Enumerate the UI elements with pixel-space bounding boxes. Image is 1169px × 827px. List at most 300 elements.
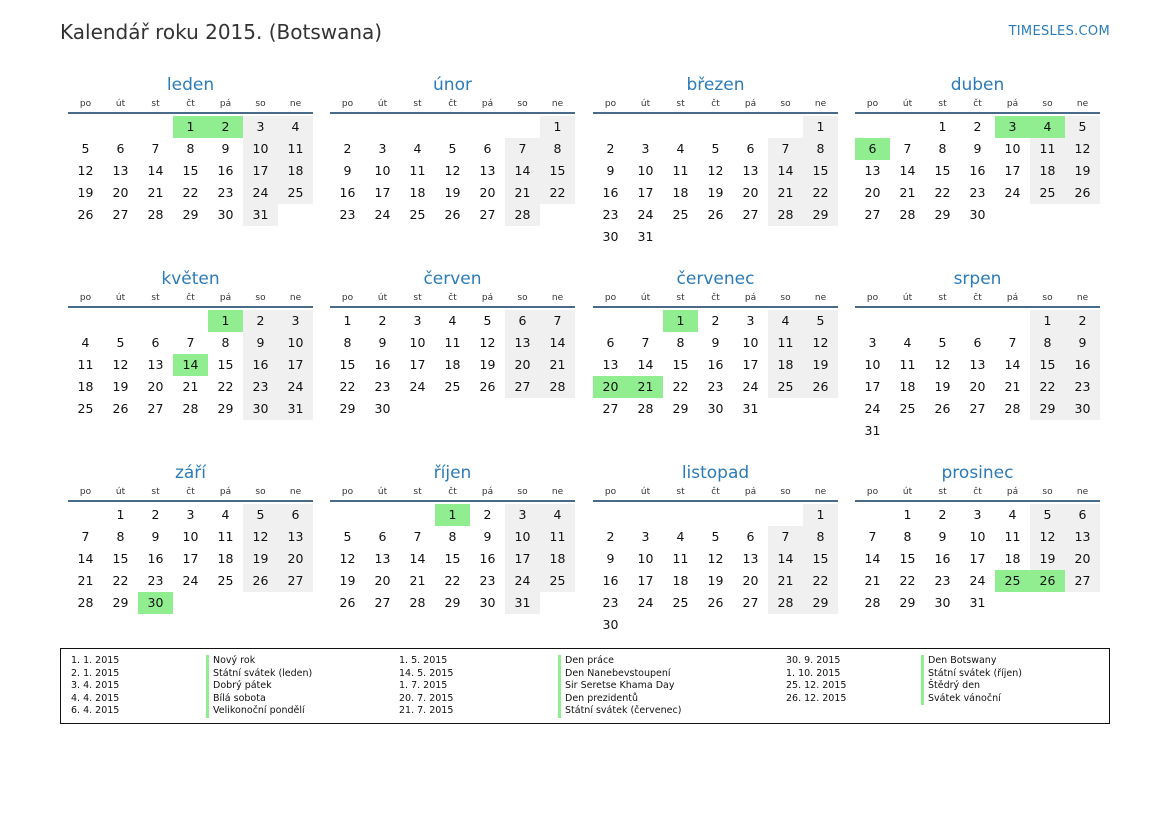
day-cell: 4 bbox=[448, 313, 457, 328]
holiday-dates-column bbox=[71, 655, 119, 718]
day-cell: 13 bbox=[1065, 526, 1100, 548]
day-cell: 22 bbox=[934, 185, 951, 200]
weekday-header: pá bbox=[744, 293, 757, 303]
holiday-name: Štědrý den bbox=[921, 680, 1022, 693]
weekday-header: čt bbox=[186, 293, 195, 303]
weekday-header: po bbox=[341, 99, 354, 109]
day-cell: 16 bbox=[602, 185, 619, 200]
day-cell: 8 bbox=[343, 335, 352, 350]
weekday-header: út bbox=[902, 293, 913, 303]
day-cell: 23 bbox=[479, 573, 496, 588]
day-cell: 16 bbox=[374, 357, 391, 372]
day-cell: 26 bbox=[77, 207, 94, 222]
weekday-header: st bbox=[938, 99, 947, 109]
day-cell: 2 bbox=[606, 529, 615, 544]
day-cell: 8 bbox=[448, 529, 457, 544]
weekday-header: po bbox=[866, 99, 879, 109]
day-cell: 3 bbox=[973, 507, 982, 522]
header-rule bbox=[330, 112, 575, 114]
day-cell: 16 bbox=[147, 551, 164, 566]
holiday-day-cell: 4 bbox=[1030, 116, 1065, 138]
day-cell: 30 bbox=[707, 401, 724, 416]
day-cell: 30 bbox=[602, 617, 619, 632]
day-cell: 8 bbox=[676, 335, 685, 350]
weekday-header: ne bbox=[1076, 487, 1089, 497]
day-cell: 29 bbox=[217, 401, 234, 416]
day-cell: 23 bbox=[217, 185, 234, 200]
weekday-header: ne bbox=[814, 293, 827, 303]
day-cell: 29 bbox=[803, 204, 838, 226]
weekday-header: so bbox=[1042, 487, 1053, 497]
day-cell: 1 bbox=[938, 119, 947, 134]
day-cell: 13 bbox=[864, 163, 881, 178]
holiday-name: Sir Seretse Khama Day bbox=[558, 680, 681, 693]
day-cell: 21 bbox=[899, 185, 916, 200]
day-cell: 11 bbox=[899, 357, 916, 372]
day-cell: 9 bbox=[221, 141, 230, 156]
month-name: prosinec bbox=[941, 463, 1014, 483]
day-cell: 9 bbox=[938, 529, 947, 544]
day-cell: 27 bbox=[374, 595, 391, 610]
day-cell: 26 bbox=[707, 207, 724, 222]
weekday-header: út bbox=[902, 99, 913, 109]
day-cell: 1 bbox=[803, 116, 838, 138]
day-cell: 20 bbox=[742, 185, 759, 200]
day-cell: 18 bbox=[768, 354, 803, 376]
weekday-header: út bbox=[640, 293, 651, 303]
holiday-date: 2. 1. 2015 bbox=[71, 667, 120, 679]
day-cell: 13 bbox=[479, 163, 496, 178]
weekday-header: pá bbox=[1006, 487, 1019, 497]
day-cell: 14 bbox=[409, 551, 426, 566]
holiday-date: 1. 5. 2015 bbox=[399, 655, 448, 666]
holiday-day-cell: 25 bbox=[995, 570, 1030, 592]
day-cell: 17 bbox=[742, 357, 759, 372]
day-cell: 17 bbox=[374, 185, 391, 200]
day-cell: 9 bbox=[606, 163, 615, 178]
month-name: leden bbox=[166, 75, 215, 95]
day-cell: 22 bbox=[339, 379, 356, 394]
day-cell: 18 bbox=[409, 185, 426, 200]
day-cell: 25 bbox=[899, 401, 916, 416]
weekday-header: út bbox=[377, 99, 388, 109]
day-cell: 4 bbox=[1008, 507, 1017, 522]
day-cell: 16 bbox=[1065, 354, 1100, 376]
day-cell: 23 bbox=[934, 573, 951, 588]
day-cell: 3 bbox=[278, 310, 313, 332]
day-cell: 21 bbox=[505, 182, 540, 204]
day-cell: 28 bbox=[182, 401, 199, 416]
day-cell: 24 bbox=[182, 573, 199, 588]
day-cell: 15 bbox=[540, 160, 575, 182]
weekday-header: út bbox=[377, 487, 388, 497]
day-cell: 17 bbox=[409, 357, 426, 372]
weekday-header: čt bbox=[711, 99, 720, 109]
day-cell: 7 bbox=[540, 310, 575, 332]
day-cell: 21 bbox=[540, 354, 575, 376]
day-cell: 17 bbox=[182, 551, 199, 566]
day-cell: 7 bbox=[81, 529, 90, 544]
day-cell: 23 bbox=[147, 573, 164, 588]
day-cell: 15 bbox=[112, 551, 129, 566]
day-cell: 19 bbox=[707, 573, 724, 588]
weekday-header: ne bbox=[551, 487, 564, 497]
day-cell: 23 bbox=[969, 185, 986, 200]
day-cell: 5 bbox=[116, 335, 125, 350]
day-cell: 18 bbox=[672, 185, 689, 200]
day-cell: 23 bbox=[339, 207, 356, 222]
day-cell: 6 bbox=[1065, 504, 1100, 526]
day-cell: 7 bbox=[186, 335, 195, 350]
day-cell: 5 bbox=[81, 141, 90, 156]
day-cell: 16 bbox=[243, 354, 278, 376]
day-cell: 11 bbox=[444, 335, 461, 350]
day-cell: 8 bbox=[221, 335, 230, 350]
day-cell: 2 bbox=[343, 141, 352, 156]
day-cell: 20 bbox=[1065, 548, 1100, 570]
day-cell: 18 bbox=[217, 551, 234, 566]
day-cell: 15 bbox=[672, 357, 689, 372]
holiday-date: 1. 1. 2015 bbox=[71, 655, 120, 666]
day-cell: 3 bbox=[868, 335, 877, 350]
day-cell: 9 bbox=[378, 335, 387, 350]
holiday-date: 21. 7. 2015 bbox=[399, 705, 454, 717]
month-name: červen bbox=[423, 269, 482, 289]
day-cell: 5 bbox=[243, 504, 278, 526]
holiday-name: Den Botswany bbox=[921, 655, 1022, 668]
day-cell: 17 bbox=[243, 160, 278, 182]
day-cell: 11 bbox=[540, 526, 575, 548]
weekday-header: po bbox=[604, 293, 617, 303]
day-cell: 14 bbox=[899, 163, 916, 178]
day-cell: 6 bbox=[151, 335, 160, 350]
day-cell: 2 bbox=[151, 507, 160, 522]
day-cell: 14 bbox=[1004, 357, 1021, 372]
day-cell: 18 bbox=[899, 379, 916, 394]
day-cell: 31 bbox=[278, 398, 313, 420]
weekday-header: út bbox=[640, 99, 651, 109]
day-cell: 28 bbox=[899, 207, 916, 222]
day-cell: 22 bbox=[444, 573, 461, 588]
month-name: srpen bbox=[953, 269, 1002, 289]
day-cell: 26 bbox=[243, 570, 278, 592]
weekday-header: po bbox=[79, 99, 92, 109]
day-cell: 29 bbox=[182, 207, 199, 222]
day-cell: 1 bbox=[540, 116, 575, 138]
holiday-day-cell: 20 bbox=[593, 376, 628, 398]
day-cell: 25 bbox=[278, 182, 313, 204]
day-cell: 28 bbox=[637, 401, 654, 416]
day-cell: 19 bbox=[1030, 548, 1065, 570]
day-cell: 31 bbox=[742, 401, 759, 416]
day-cell: 15 bbox=[803, 160, 838, 182]
page-title: Kalendář roku 2015. (Botswana) bbox=[60, 20, 383, 44]
day-cell: 6 bbox=[483, 141, 492, 156]
day-cell: 20 bbox=[505, 354, 540, 376]
holiday-name: Státní svátek (leden) bbox=[206, 668, 312, 681]
day-cell: 8 bbox=[803, 526, 838, 548]
day-cell: 8 bbox=[186, 141, 195, 156]
day-cell: 4 bbox=[903, 335, 912, 350]
day-cell: 3 bbox=[505, 504, 540, 526]
day-cell: 18 bbox=[1030, 160, 1065, 182]
day-cell: 9 bbox=[973, 141, 982, 156]
day-cell: 16 bbox=[217, 163, 234, 178]
day-cell: 11 bbox=[1030, 138, 1065, 160]
weekday-header: so bbox=[780, 293, 791, 303]
day-cell: 29 bbox=[803, 592, 838, 614]
day-cell: 16 bbox=[969, 163, 986, 178]
weekday-header: čt bbox=[448, 99, 457, 109]
month-name: květen bbox=[161, 269, 220, 289]
day-cell: 3 bbox=[641, 141, 650, 156]
day-cell: 20 bbox=[147, 379, 164, 394]
holiday-date: 30. 9. 2015 bbox=[786, 655, 841, 666]
month-name: říjen bbox=[433, 463, 472, 483]
day-cell: 26 bbox=[934, 401, 951, 416]
day-cell: 12 bbox=[934, 357, 951, 372]
day-cell: 22 bbox=[1030, 376, 1065, 398]
weekday-header: so bbox=[255, 487, 266, 497]
day-cell: 24 bbox=[1004, 185, 1021, 200]
weekday-header: so bbox=[517, 99, 528, 109]
day-cell: 17 bbox=[969, 551, 986, 566]
day-cell: 29 bbox=[672, 401, 689, 416]
day-cell: 31 bbox=[864, 423, 881, 438]
day-cell: 30 bbox=[934, 595, 951, 610]
day-cell: 6 bbox=[378, 529, 387, 544]
day-cell: 19 bbox=[934, 379, 951, 394]
day-cell: 2 bbox=[973, 119, 982, 134]
day-cell: 11 bbox=[77, 357, 94, 372]
day-cell: 29 bbox=[444, 595, 461, 610]
day-cell: 26 bbox=[112, 401, 129, 416]
month-name: březen bbox=[686, 75, 745, 95]
weekday-header: st bbox=[413, 99, 422, 109]
holiday-date: 14. 5. 2015 bbox=[399, 667, 454, 679]
day-cell: 20 bbox=[742, 573, 759, 588]
day-cell: 24 bbox=[969, 573, 986, 588]
holiday-day-cell: 1 bbox=[435, 504, 470, 526]
day-cell: 16 bbox=[339, 185, 356, 200]
day-cell: 26 bbox=[479, 379, 496, 394]
weekday-header: út bbox=[902, 487, 913, 497]
day-cell: 2 bbox=[606, 141, 615, 156]
day-cell: 13 bbox=[742, 163, 759, 178]
day-cell: 10 bbox=[182, 529, 199, 544]
day-cell: 9 bbox=[343, 163, 352, 178]
weekday-header: pá bbox=[481, 487, 494, 497]
day-cell: 23 bbox=[602, 595, 619, 610]
day-cell: 23 bbox=[602, 207, 619, 222]
day-cell: 15 bbox=[339, 357, 356, 372]
header-rule bbox=[68, 112, 313, 114]
weekday-header: út bbox=[640, 487, 651, 497]
day-cell: 30 bbox=[602, 229, 619, 244]
holiday-dates-column bbox=[786, 655, 846, 705]
holiday-name: Bílá sobota bbox=[206, 693, 312, 706]
weekday-header: čt bbox=[448, 487, 457, 497]
day-cell: 11 bbox=[278, 138, 313, 160]
weekday-header: po bbox=[604, 487, 617, 497]
day-cell: 12 bbox=[1030, 526, 1065, 548]
day-cell: 26 bbox=[1065, 182, 1100, 204]
weekday-header: so bbox=[517, 487, 528, 497]
header-rule bbox=[593, 112, 838, 114]
weekday-header: ne bbox=[289, 293, 302, 303]
holiday-name: Svátek vánoční bbox=[921, 693, 1022, 706]
weekday-header: čt bbox=[448, 293, 457, 303]
day-cell: 6 bbox=[606, 335, 615, 350]
weekday-header: pá bbox=[219, 99, 232, 109]
day-cell: 8 bbox=[1030, 332, 1065, 354]
day-cell: 19 bbox=[77, 185, 94, 200]
day-cell: 18 bbox=[672, 573, 689, 588]
day-cell: 4 bbox=[540, 504, 575, 526]
day-cell: 3 bbox=[243, 116, 278, 138]
day-cell: 28 bbox=[505, 204, 540, 226]
day-cell: 12 bbox=[444, 163, 461, 178]
day-cell: 5 bbox=[711, 529, 720, 544]
holiday-date: 25. 12. 2015 bbox=[786, 680, 847, 692]
weekday-header: ne bbox=[1076, 99, 1089, 109]
day-cell: 9 bbox=[243, 332, 278, 354]
day-cell: 7 bbox=[768, 526, 803, 548]
day-cell: 18 bbox=[1004, 551, 1021, 566]
weekday-header: st bbox=[938, 293, 947, 303]
day-cell: 7 bbox=[505, 138, 540, 160]
day-cell: 30 bbox=[1065, 398, 1100, 420]
day-cell: 10 bbox=[969, 529, 986, 544]
day-cell: 29 bbox=[1030, 398, 1065, 420]
day-cell: 24 bbox=[864, 401, 881, 416]
day-cell: 11 bbox=[768, 332, 803, 354]
day-cell: 18 bbox=[278, 160, 313, 182]
weekday-header: po bbox=[604, 99, 617, 109]
day-cell: 31 bbox=[969, 595, 986, 610]
day-cell: 19 bbox=[339, 573, 356, 588]
day-cell: 4 bbox=[278, 116, 313, 138]
weekday-header: ne bbox=[814, 487, 827, 497]
day-cell: 25 bbox=[768, 376, 803, 398]
day-cell: 10 bbox=[637, 551, 654, 566]
day-cell: 13 bbox=[602, 357, 619, 372]
holiday-day-cell: 1 bbox=[173, 116, 208, 138]
day-cell: 25 bbox=[672, 595, 689, 610]
day-cell: 20 bbox=[374, 573, 391, 588]
holiday-date: 20. 7. 2015 bbox=[399, 692, 454, 704]
day-cell: 8 bbox=[116, 529, 125, 544]
day-cell: 23 bbox=[1065, 376, 1100, 398]
day-cell: 13 bbox=[112, 163, 129, 178]
day-cell: 20 bbox=[479, 185, 496, 200]
weekday-header: po bbox=[866, 487, 879, 497]
holiday-day-cell: 14 bbox=[173, 354, 208, 376]
day-cell: 26 bbox=[339, 595, 356, 610]
day-cell: 5 bbox=[803, 310, 838, 332]
day-cell: 28 bbox=[768, 592, 803, 614]
day-cell: 25 bbox=[77, 401, 94, 416]
day-cell: 19 bbox=[112, 379, 129, 394]
day-cell: 28 bbox=[147, 207, 164, 222]
weekday-header: út bbox=[377, 293, 388, 303]
day-cell: 29 bbox=[934, 207, 951, 222]
day-cell: 22 bbox=[899, 573, 916, 588]
holiday-day-cell: 1 bbox=[663, 310, 698, 332]
day-cell: 19 bbox=[803, 354, 838, 376]
day-cell: 14 bbox=[505, 160, 540, 182]
day-cell: 24 bbox=[278, 376, 313, 398]
day-cell: 27 bbox=[1065, 570, 1100, 592]
weekday-header: st bbox=[413, 487, 422, 497]
weekday-header: ne bbox=[551, 99, 564, 109]
day-cell: 15 bbox=[217, 357, 234, 372]
day-cell: 22 bbox=[803, 570, 838, 592]
day-cell: 29 bbox=[112, 595, 129, 610]
day-cell: 30 bbox=[969, 207, 986, 222]
day-cell: 3 bbox=[413, 313, 422, 328]
weekday-header: ne bbox=[551, 293, 564, 303]
day-cell: 27 bbox=[742, 207, 759, 222]
holiday-name: Den prezidentů bbox=[558, 693, 681, 706]
day-cell: 4 bbox=[81, 335, 90, 350]
day-cell: 16 bbox=[602, 573, 619, 588]
day-cell: 3 bbox=[186, 507, 195, 522]
day-cell: 25 bbox=[409, 207, 426, 222]
day-cell: 3 bbox=[641, 529, 650, 544]
header-rule bbox=[593, 500, 838, 502]
day-cell: 16 bbox=[479, 551, 496, 566]
day-cell: 2 bbox=[243, 310, 278, 332]
day-cell: 22 bbox=[182, 185, 199, 200]
holiday-day-cell: 1 bbox=[208, 310, 243, 332]
weekday-header: po bbox=[341, 293, 354, 303]
day-cell: 29 bbox=[339, 401, 356, 416]
day-cell: 15 bbox=[1030, 354, 1065, 376]
weekday-header: ne bbox=[289, 487, 302, 497]
header-rule bbox=[855, 112, 1100, 114]
day-cell: 27 bbox=[505, 376, 540, 398]
day-cell: 21 bbox=[864, 573, 881, 588]
weekday-header: st bbox=[413, 293, 422, 303]
day-cell: 25 bbox=[540, 570, 575, 592]
day-cell: 14 bbox=[540, 332, 575, 354]
day-cell: 18 bbox=[540, 548, 575, 570]
day-cell: 5 bbox=[483, 313, 492, 328]
day-cell: 12 bbox=[707, 551, 724, 566]
day-cell: 25 bbox=[1030, 182, 1065, 204]
day-cell: 30 bbox=[217, 207, 234, 222]
weekday-header: čt bbox=[973, 487, 982, 497]
day-cell: 14 bbox=[77, 551, 94, 566]
day-cell: 1 bbox=[1030, 310, 1065, 332]
day-cell: 27 bbox=[479, 207, 496, 222]
header-rule bbox=[330, 306, 575, 308]
day-cell: 1 bbox=[343, 313, 352, 328]
day-cell: 12 bbox=[707, 163, 724, 178]
day-cell: 14 bbox=[768, 160, 803, 182]
header-rule bbox=[855, 500, 1100, 502]
day-cell: 14 bbox=[864, 551, 881, 566]
weekday-header: út bbox=[115, 487, 126, 497]
weekday-header: pá bbox=[744, 99, 757, 109]
day-cell: 7 bbox=[413, 529, 422, 544]
day-cell: 10 bbox=[374, 163, 391, 178]
weekday-header: st bbox=[676, 487, 685, 497]
day-cell: 15 bbox=[899, 551, 916, 566]
day-cell: 10 bbox=[1004, 141, 1021, 156]
site-link[interactable]: TIMESLES.COM bbox=[1008, 24, 1110, 39]
